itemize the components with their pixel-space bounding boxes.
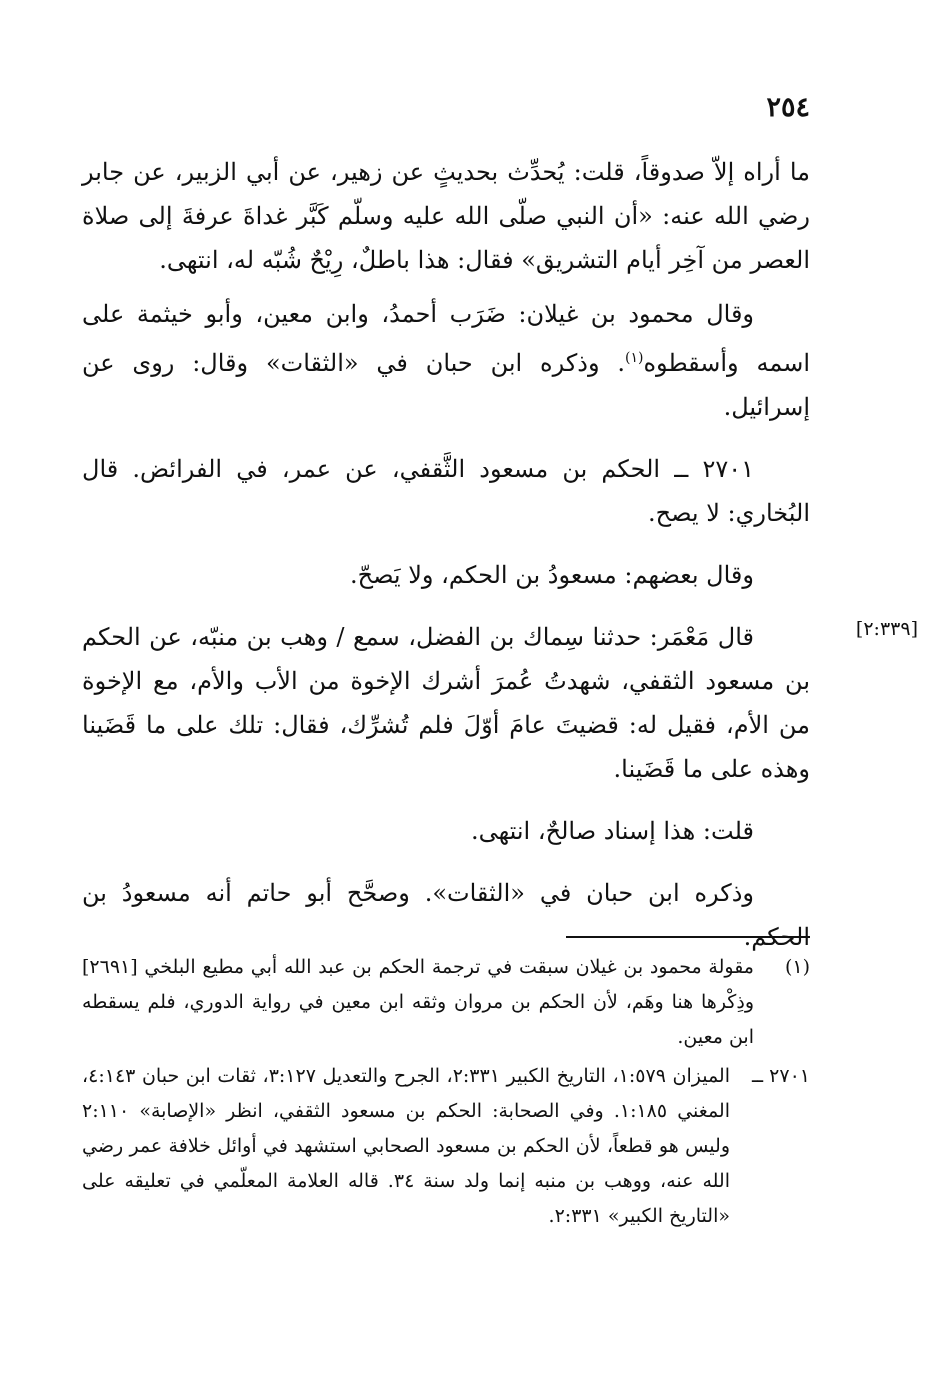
main-text xyxy=(82,150,810,977)
footnote-text: مقولة محمود بن غيلان سبقت في ترجمة الحكم بن عبد الله أبي مطيع البلخي [٢٦٩١] وذِكْرها هنا وهَم، لأن الحكم بن مروان وثقه ابن معين في رواية الدوري، فلم يسقطه ابن معين. xyxy=(82,956,754,1048)
footnote-item xyxy=(82,950,810,1055)
paragraph-continuation: ما أراه إلاّ صدوقاً، قلت: يُحدِّث بحديثٍ عن زهير، عن أبي الزبير، عن جابر رضي الله عنه: «أن النبي صلّى الله عليه وسلّم كَبَّر غداةَ عرفةَ إلى صلاة العصر من آخِر أيام التشريق» فقال: هذا باطلٌ، رِيْحٌ شُبّه له، انتهى. xyxy=(82,158,810,274)
footnote-marker: (١) xyxy=(625,350,644,366)
footnote-text: الميزان ١:٥٧٩، التاريخ الكبير ٢:٣٣١، الجرح والتعديل ٣:١٢٧، ثقات ابن حبان ٤:١٤٣، المغني ١:١٨٥. وفي الصحابة: الحكم بن مسعود الثقفي، انظر «الإصابة» ٢:١١٠ وليس هو قطعاً، لأن الحكم بن مسعود الصحابي استشهد في أوائل خلافة عمر رضي الله عنه، ووهب بن منبه إنما ولد سنة ٣٤. قاله العلامة المعلّمي في تعليقه على «التاريخ الكبير» ٢:٣٣١. xyxy=(82,1065,730,1227)
footnote-label: ٢٧٠١ ــ xyxy=(751,1065,810,1087)
footnotes xyxy=(82,950,810,1238)
footnote-divider xyxy=(566,936,810,938)
paragraph-mahmud-tail: وذكره ابن حبان في «الثقات» وقال: روى عن إسرائيل. xyxy=(82,349,810,421)
paragraph-mamar: قال مَعْمَر: حدثنا سِماك بن الفضل، سمع / وهب بن منبّه، عن الحكم بن مسعود الثقفي، شهدتُ عُمرَ أشرك الإخوة من الأب والأم، مع الإخوة من الأم، فقيل له: قضيتَ عامَ أوّلَ فلم تُشرِّك، فقال: تلك على ما قَضَينا وهذه على ما قَضَينا. xyxy=(82,623,811,783)
paragraph-ibn-hibban: وذكره ابن حبان في «الثقات». وصحَّح أبو حاتم أنه مسعودُ بن الحكم. xyxy=(82,879,810,951)
paragraph-baduhum: وقال بعضهم: مسعودُ بن الحكم، ولا يَصحّ. xyxy=(350,561,754,589)
paragraph-mahmud: وقال محمود بن غيلان: ضَرَب أحمدُ، وابن معين، وأبو خيثمة على اسمه وأسقطوه$^{(١)}$. وذكره ابن حبان في «الثقات» وقال: روى عن إسرائيل. xyxy=(82,300,810,421)
footnote-item xyxy=(82,1059,810,1234)
footnote-label: (١) xyxy=(784,956,810,978)
paragraph-isnad: قلت: هذا إسناد صالحٌ، انتهى. xyxy=(470,817,754,845)
paragraph-mahmud-text: وقال محمود بن غيلان: ضَرَب أحمدُ، وابن معين، وأبو خيثمة على اسمه وأسقطوه xyxy=(82,300,810,377)
margin-reference: [٢:٣٣٩] xyxy=(855,618,918,640)
page-number: ٢٥٤ xyxy=(766,92,810,123)
entry-2701-heading: ٢٧٠١ ــ الحكم بن مسعود الثَّقفي، عن عمر، في الفرائض. قال البُخاري: لا يصح. xyxy=(82,455,810,527)
